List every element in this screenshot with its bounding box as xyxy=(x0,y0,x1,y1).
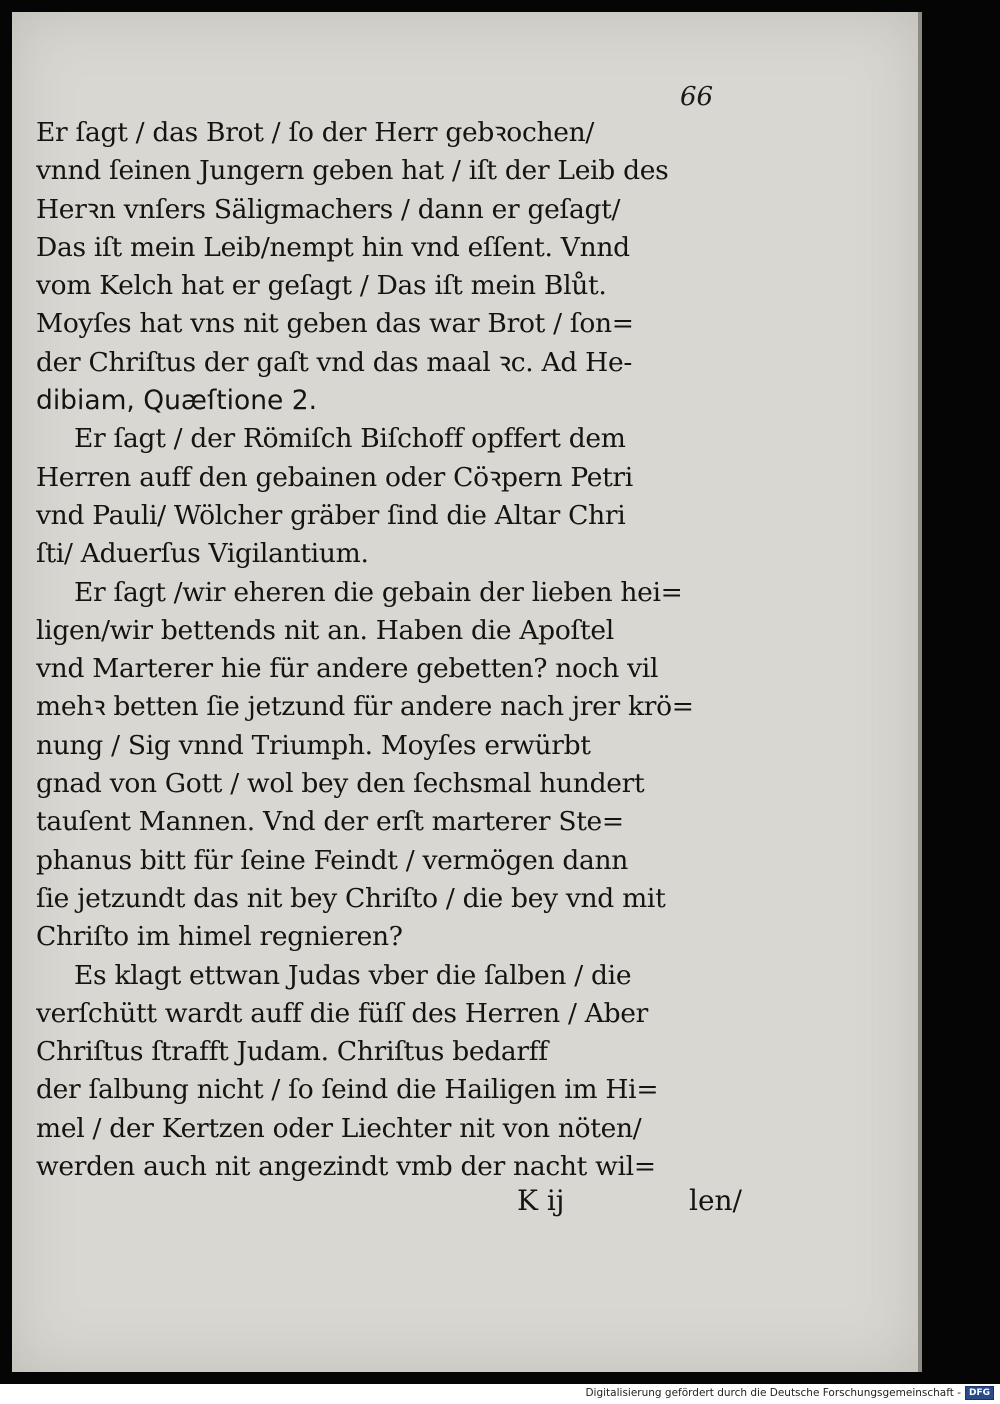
text-line: phanus bitt für ſeine Feindt / vermögen dann xyxy=(36,844,629,876)
folio-number: 66 xyxy=(680,82,714,112)
text-line: ſti/ Aduerſus Vigilantium. xyxy=(36,538,369,570)
text-line: vnd Pauli/ Wölcher gräber ſind die Altar Chri xyxy=(36,499,626,531)
text-line: Herren auff den gebainen oder Cöꝛpern Petri xyxy=(36,461,633,493)
text-line: mehꝛ betten ſie jetzund für andere nach jrer krö= xyxy=(36,691,694,723)
page-edge xyxy=(918,12,922,1372)
text-line: vnd Marterer hie für andere gebetten? noch vil xyxy=(36,653,659,685)
text-line: ligen/wir bettends nit an. Haben die Apoſtel xyxy=(36,614,614,646)
text-line: vnnd ſeinen Jungern geben hat / iſt der Leib des xyxy=(36,155,669,187)
text-line: vom Kelch hat er geſagt / Das iſt mein Blůt. xyxy=(36,270,607,302)
text-line: verſchütt wardt auff die füſſ des Herren / Aber xyxy=(36,997,649,1029)
paragraph-start: Er ſagt / der Römiſch Biſchoff opffert dem xyxy=(74,423,626,455)
text-line: nung / Sig vnnd Triumph. Moyſes erwürbt xyxy=(36,729,591,761)
book-page xyxy=(12,12,918,1372)
catchword: len/ xyxy=(689,1184,742,1217)
text-line: werden auch nit angezindt vmb der nacht wil= xyxy=(36,1151,656,1183)
text-line: Er ſagt / das Brot / ſo der Herr gebꝛochen/ xyxy=(36,117,595,148)
footer-text: Digitalisierung gefördert durch die Deutsche Forschungsgemeinschaft - xyxy=(585,1387,961,1399)
text-line: Chriſto im himel regnieren? xyxy=(36,921,403,953)
text-line: Das iſt mein Leib/nempt hin vnd eſſent. Vnnd xyxy=(36,231,630,263)
text-line: dibiam, Quæſtione 2. xyxy=(36,385,318,417)
text-line: der ſalbung nicht / ſo ſeind die Hailigen im Hi= xyxy=(36,1074,659,1106)
funding-footer xyxy=(585,1386,994,1400)
text-line: Herꝛn vnſers Säligmachers / dann er geſagt/ xyxy=(36,193,621,225)
text-line: Moyſes hat vns nit geben das war Brot / ſon= xyxy=(36,308,634,340)
text-line: der Chriſtus der gaſt vnd das maal ꝛc. Ad He- xyxy=(36,346,633,378)
dfg-logo-icon: DFG xyxy=(965,1386,994,1400)
signature-line xyxy=(517,1184,747,1224)
paragraph-start: Er ſagt /wir eheren die gebain der lieben hei= xyxy=(74,576,683,608)
body-text xyxy=(36,114,756,1186)
text-line: Chriſtus ſtrafft Judam. Chriſtus bedarff xyxy=(36,1036,548,1068)
text-line: gnad von Gott / wol bey den ſechsmal hundert xyxy=(36,768,645,800)
text-line: mel / der Kertzen oder Liechter nit von nöten/ xyxy=(36,1112,642,1144)
signature-mark: K ij xyxy=(517,1184,565,1217)
text-line: tauſent Mannen. Vnd der erſt marterer Ste= xyxy=(36,806,624,838)
text-line: ſie jetzundt das nit bey Chriſto / die bey vnd mit xyxy=(36,882,666,914)
paragraph-start: Es klagt ettwan Judas vber die ſalben / die xyxy=(74,959,632,991)
